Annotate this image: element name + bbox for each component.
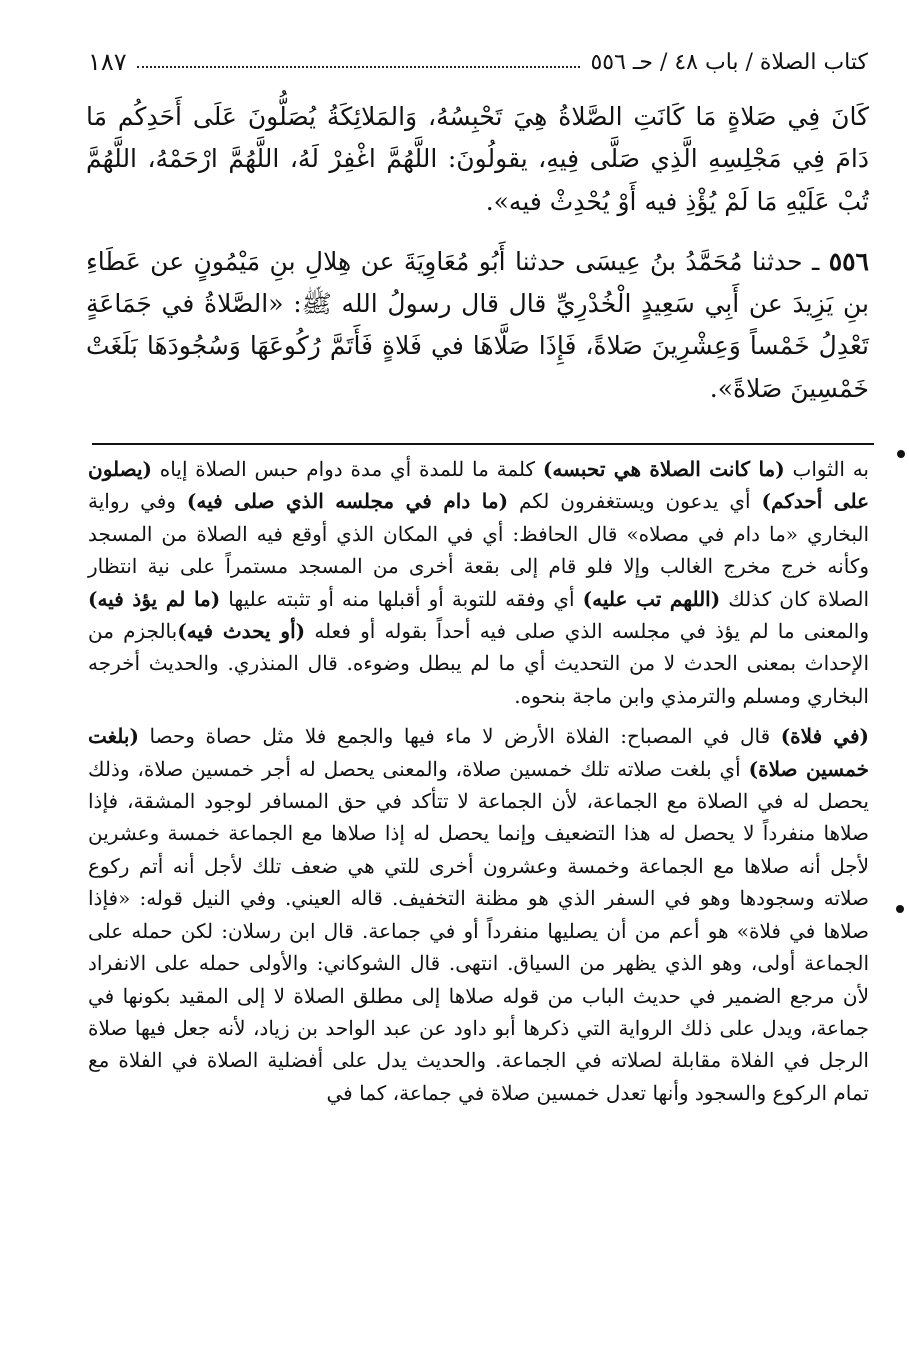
commentary-text: به الثواب — [784, 457, 869, 481]
commentary-lemma: (أو يحدث فيه) — [177, 619, 306, 644]
commentary-text: والمعنى ما لم يؤذ في مجلسه الذي صلى فيه أحداً بقوله أو فعله — [305, 619, 870, 644]
commentary-text: أي وفقه للتوبة أو أقبلها منه أو تثبته عليها — [220, 586, 583, 611]
commentary-text: بالجزم من الإحداث بمعنى الحدث لا من التحديث أي ما لم يبطل وضوءه. قال المنذري. والحديث أخرجه البخاري ومسلم والترمذي وابن ماجة بنحوه. — [88, 619, 869, 708]
commentary-lemma: (ما دام في مجلسه الذي صلى فيه) — [186, 489, 509, 514]
scan-edge-mark — [896, 905, 904, 913]
hadith-556-text: ـ حدثنا مُحَمَّدُ بنُ عِيسَى حدثنا أَبُو مُعَاوِيَةَ عن هِلالِ بنِ مَيْمُونٍ عن عَطَاءِ بنِ يَزِيدَ عن أَبِي سَعِيدٍ الْخُدْرِيِّ قال قال رسولُ الله ﷺ: «الصَّلاةُ في جَمَاعَةٍ تَعْدِلُ خَمْساً وَعِشْرِينَ صَلاةً، فَإِذَا صَلَّاهَا في فَلاةٍ فَأَتَمَّ رُكُوعَهَا وَسُجُودَهَا بَلَغَتْ خَمْسِينَ صَلاةً». — [86, 246, 869, 403]
commentary — [88, 453, 869, 1109]
commentary-text: قال في المصباح: الفلاة الأرض لا ماء فيها والجمع فلا مثل حصاة وحصا — [138, 724, 781, 749]
running-title: كتاب الصلاة / باب ٤٨ / حـ ٥٥٦ — [590, 49, 868, 75]
header-dotted-leader — [137, 64, 581, 68]
commentary-lemma: (اللهم تب عليه) — [582, 586, 721, 611]
hadith-text — [86, 96, 869, 410]
commentary-lemma: (ما لم يؤذ فيه) — [88, 586, 221, 611]
hadith-number: ٥٥٦ — [828, 246, 869, 276]
commentary-text: أي يدعون ويستغفرون لكم — [508, 489, 762, 514]
hadith-556 — [86, 241, 869, 410]
footnote-separator — [92, 443, 874, 445]
scan-edge-mark — [897, 450, 905, 458]
commentary-text: كلمة ما للمدة أي مدة دوام حبس الصلاة إياه — [152, 457, 543, 481]
page-header — [88, 42, 868, 82]
hadith-continuation: كَانَ فِي صَلاةٍ مَا كَانَتِ الصَّلاةُ هِيَ تَحْبِسُهُ، وَالمَلائِكَةُ يُصَلُّونَ عَلَى أَحَدِكُم مَا دَامَ فِي مَجْلِسِهِ الَّذِي صَلَّى فِيهِ، يقولُونَ: اللَّهُمَّ اغْفِرْ لَهُ، اللَّهُمَّ ارْحَمْهُ، اللَّهُمَّ تُبْ عَلَيْهِ مَا لَمْ يُؤْذِ فيه أَوْ يُحْدِثْ فيه». — [86, 102, 869, 216]
commentary-lemma: (بلغت خمسين صلاة) — [88, 724, 869, 781]
commentary-lemma: (يصلون على أحدكم) — [88, 457, 870, 514]
commentary-text: أي بلغت صلاته تلك خمسين صلاة، والمعنى يحصل له أجر خمسين صلاة، وذلك يحصل له في الصلاة مع الجماعة، لأن الجماعة لا تتأكد في حق المسافر لوجود المشقة، فإذا صلاها منفرداً لا يحصل له هذا التضعيف وإنما يحصل له إذا صلاها مع الجماعة خمسة وعشرين لأجل أنه صلاها مع الجماعة وخمسة وعشرون أخرى للتي هي ضعف تلك لأجل أنه أتم ركوع صلاته وسجودها وهو في السفر الذي هو مظنة التخفيف. قاله العيني. وفي النيل قوله: «فإذا صلاها في فلاة» هو أعم من أن يصليها منفرداً أو في جماعة. قال ابن رسلان: لكن حمله على الجماعة أولى، وهو الذي يظهر من السياق. انتهى. قال الشوكاني: والأولى حمله على الانفراد لأن مرجع الضمير في حديث الباب من قوله صلاها إلى مطلق الصلاة لا إلى المقيد بكونها في جماعة، ويدل على ذلك الرواية التي ذكرها أبو داود عن عبد الواحد بن زياد، لأنه جعل فيها صلاة الرجل في الفلاة مقابلة لصلاته في الجماعة. والحديث يدل على أفضلية الصلاة في الفلاة مع تمام الركوع والسجود وأنها تعدل خمسين صلاة في جماعة، كما في — [88, 756, 870, 1105]
commentary-lemma: (في فلاة) — [780, 724, 870, 749]
page-number: ١٨٧ — [88, 48, 127, 76]
commentary-paragraph — [88, 720, 869, 1109]
commentary-paragraph — [88, 453, 869, 712]
commentary-lemma: (ما كانت الصلاة هي تحبسه) — [542, 457, 785, 481]
commentary-text: وفي رواية البخاري «ما دام في مصلاه» قال الحافظ: أي في المكان الذي أوقع فيه الصلاة من المسجد وكأنه خرج مخرج الغالب وإلا فلو قام إلى بقعة أخرى من المسجد مستمراً على نية انتظار الصلاة كان كذلك — [88, 489, 870, 611]
